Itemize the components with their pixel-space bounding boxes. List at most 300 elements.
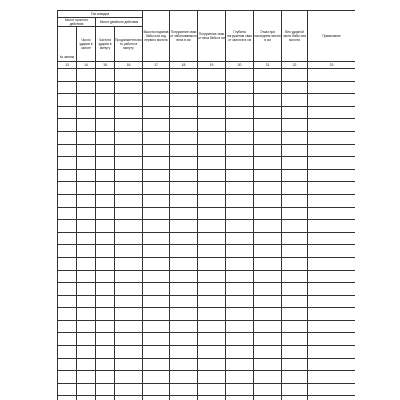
table-cell[interactable] <box>198 283 226 296</box>
table-cell[interactable] <box>226 257 254 270</box>
table-cell[interactable] <box>96 270 115 283</box>
table-cell[interactable] <box>254 182 282 195</box>
table-cell[interactable] <box>308 383 355 396</box>
table-cell[interactable] <box>77 157 96 170</box>
table-cell[interactable] <box>282 207 308 220</box>
table-cell[interactable] <box>77 144 96 157</box>
table-cell[interactable] <box>96 245 115 258</box>
table-cell[interactable] <box>254 232 282 245</box>
table-cell[interactable] <box>254 333 282 346</box>
table-cell[interactable] <box>170 308 198 321</box>
table-cell[interactable] <box>77 194 96 207</box>
table-cell[interactable] <box>308 131 355 144</box>
table-cell[interactable] <box>308 270 355 283</box>
table-cell[interactable] <box>58 270 77 283</box>
table-cell[interactable] <box>96 194 115 207</box>
table-cell[interactable] <box>58 69 77 82</box>
table-cell[interactable] <box>77 346 96 359</box>
table-cell[interactable] <box>198 182 226 195</box>
table-cell[interactable] <box>226 308 254 321</box>
table-cell[interactable] <box>77 320 96 333</box>
table-cell[interactable] <box>143 157 170 170</box>
table-cell[interactable] <box>143 295 170 308</box>
table-cell[interactable] <box>226 283 254 296</box>
table-cell[interactable] <box>282 106 308 119</box>
table-cell[interactable] <box>143 320 170 333</box>
table-cell[interactable] <box>115 194 143 207</box>
table-cell[interactable] <box>254 396 282 400</box>
table-cell[interactable] <box>198 358 226 371</box>
table-cell[interactable] <box>77 295 96 308</box>
table-cell[interactable] <box>170 81 198 94</box>
table-cell[interactable] <box>77 371 96 384</box>
table-cell[interactable] <box>170 194 198 207</box>
table-cell[interactable] <box>58 383 77 396</box>
table-cell[interactable] <box>77 94 96 107</box>
table-cell[interactable] <box>58 94 77 107</box>
table-cell[interactable] <box>282 333 308 346</box>
table-cell[interactable] <box>96 106 115 119</box>
table-cell[interactable] <box>226 232 254 245</box>
table-cell[interactable] <box>198 295 226 308</box>
table-cell[interactable] <box>58 169 77 182</box>
table-cell[interactable] <box>254 245 282 258</box>
table-cell[interactable] <box>143 245 170 258</box>
table-cell[interactable] <box>226 270 254 283</box>
table-cell[interactable] <box>198 383 226 396</box>
table-cell[interactable] <box>282 169 308 182</box>
table-cell[interactable] <box>96 157 115 170</box>
table-cell[interactable] <box>115 295 143 308</box>
table-cell[interactable] <box>254 194 282 207</box>
table-cell[interactable] <box>58 182 77 195</box>
table-cell[interactable] <box>254 94 282 107</box>
table-cell[interactable] <box>282 182 308 195</box>
table-cell[interactable] <box>198 232 226 245</box>
table-cell[interactable] <box>170 257 198 270</box>
table-cell[interactable] <box>170 207 198 220</box>
table-cell[interactable] <box>115 257 143 270</box>
table-cell[interactable] <box>254 257 282 270</box>
table-cell[interactable] <box>143 346 170 359</box>
table-cell[interactable] <box>254 119 282 132</box>
table-cell[interactable] <box>254 157 282 170</box>
table-cell[interactable] <box>115 131 143 144</box>
table-cell[interactable] <box>58 371 77 384</box>
table-cell[interactable] <box>58 358 77 371</box>
table-cell[interactable] <box>170 383 198 396</box>
table-cell[interactable] <box>143 371 170 384</box>
table-cell[interactable] <box>226 245 254 258</box>
table-cell[interactable] <box>58 346 77 359</box>
table-cell[interactable] <box>308 295 355 308</box>
table-cell[interactable] <box>96 295 115 308</box>
table-cell[interactable] <box>170 270 198 283</box>
table-cell[interactable] <box>198 270 226 283</box>
table-cell[interactable] <box>170 119 198 132</box>
table-cell[interactable] <box>254 207 282 220</box>
table-cell[interactable] <box>58 194 77 207</box>
table-cell[interactable] <box>115 182 143 195</box>
table-cell[interactable] <box>143 383 170 396</box>
table-cell[interactable] <box>308 308 355 321</box>
table-cell[interactable] <box>96 131 115 144</box>
table-cell[interactable] <box>143 308 170 321</box>
table-cell[interactable] <box>115 106 143 119</box>
table-cell[interactable] <box>143 257 170 270</box>
table-cell[interactable] <box>143 207 170 220</box>
table-cell[interactable] <box>115 245 143 258</box>
table-cell[interactable] <box>282 194 308 207</box>
table-cell[interactable] <box>254 383 282 396</box>
table-cell[interactable] <box>308 106 355 119</box>
table-cell[interactable] <box>226 320 254 333</box>
table-cell[interactable] <box>308 194 355 207</box>
table-cell[interactable] <box>308 169 355 182</box>
table-cell[interactable] <box>170 69 198 82</box>
table-cell[interactable] <box>170 245 198 258</box>
table-cell[interactable] <box>282 270 308 283</box>
table-cell[interactable] <box>143 396 170 400</box>
table-cell[interactable] <box>198 371 226 384</box>
table-cell[interactable] <box>226 220 254 233</box>
table-cell[interactable] <box>77 333 96 346</box>
table-cell[interactable] <box>143 81 170 94</box>
table-cell[interactable] <box>115 270 143 283</box>
table-cell[interactable] <box>226 333 254 346</box>
table-cell[interactable] <box>58 283 77 296</box>
table-cell[interactable] <box>77 207 96 220</box>
table-cell[interactable] <box>96 207 115 220</box>
table-cell[interactable] <box>96 182 115 195</box>
table-cell[interactable] <box>254 81 282 94</box>
table-cell[interactable] <box>282 283 308 296</box>
table-cell[interactable] <box>226 207 254 220</box>
table-cell[interactable] <box>96 358 115 371</box>
table-row <box>58 194 356 207</box>
table-cell[interactable] <box>226 295 254 308</box>
table-cell[interactable] <box>58 81 77 94</box>
table-cell[interactable] <box>198 119 226 132</box>
table-cell[interactable] <box>115 207 143 220</box>
table-cell[interactable] <box>115 396 143 400</box>
table-cell[interactable] <box>77 169 96 182</box>
table-cell[interactable] <box>96 220 115 233</box>
table-cell[interactable] <box>254 131 282 144</box>
table-cell[interactable] <box>254 358 282 371</box>
table-cell[interactable] <box>170 371 198 384</box>
table-cell[interactable] <box>198 346 226 359</box>
table-cell[interactable] <box>96 320 115 333</box>
table-cell[interactable] <box>115 333 143 346</box>
table-cell[interactable] <box>143 358 170 371</box>
table-cell[interactable] <box>226 383 254 396</box>
table-cell[interactable] <box>308 220 355 233</box>
table-cell[interactable] <box>308 144 355 157</box>
table-cell[interactable] <box>308 257 355 270</box>
table-cell[interactable] <box>254 308 282 321</box>
table-cell[interactable] <box>96 232 115 245</box>
table-cell[interactable] <box>282 94 308 107</box>
table-cell[interactable] <box>282 220 308 233</box>
table-cell[interactable] <box>282 81 308 94</box>
table-cell[interactable] <box>77 119 96 132</box>
table-cell[interactable] <box>254 371 282 384</box>
table-cell[interactable] <box>282 320 308 333</box>
table-cell[interactable] <box>58 320 77 333</box>
table-cell[interactable] <box>58 333 77 346</box>
table-cell[interactable] <box>170 346 198 359</box>
table-cell[interactable] <box>115 308 143 321</box>
table-cell[interactable] <box>115 81 143 94</box>
table-cell[interactable] <box>198 396 226 400</box>
table-cell[interactable] <box>282 232 308 245</box>
table-cell[interactable] <box>254 144 282 157</box>
table-cell[interactable] <box>308 320 355 333</box>
table-cell[interactable] <box>77 182 96 195</box>
table-cell[interactable] <box>254 346 282 359</box>
table-cell[interactable] <box>198 194 226 207</box>
table-cell[interactable] <box>58 295 77 308</box>
table-cell[interactable] <box>58 207 77 220</box>
table-cell[interactable] <box>254 169 282 182</box>
table-cell[interactable] <box>170 333 198 346</box>
table-cell[interactable] <box>198 131 226 144</box>
table-cell[interactable] <box>143 119 170 132</box>
table-cell[interactable] <box>58 220 77 233</box>
table-cell[interactable] <box>143 94 170 107</box>
table-cell[interactable] <box>58 396 77 400</box>
table-cell[interactable] <box>115 94 143 107</box>
table-cell[interactable] <box>226 144 254 157</box>
table-cell[interactable] <box>77 131 96 144</box>
table-cell[interactable] <box>170 94 198 107</box>
table-cell[interactable] <box>226 169 254 182</box>
table-cell[interactable] <box>170 106 198 119</box>
table-cell[interactable] <box>143 106 170 119</box>
table-cell[interactable] <box>308 94 355 107</box>
table-cell[interactable] <box>282 308 308 321</box>
table-cell[interactable] <box>226 94 254 107</box>
table-cell[interactable] <box>115 232 143 245</box>
table-cell[interactable] <box>96 169 115 182</box>
table-cell[interactable] <box>170 396 198 400</box>
table-cell[interactable] <box>77 257 96 270</box>
table-cell[interactable] <box>226 182 254 195</box>
table-cell[interactable] <box>170 283 198 296</box>
table-cell[interactable] <box>143 220 170 233</box>
table-cell[interactable] <box>226 106 254 119</box>
table-cell[interactable] <box>96 81 115 94</box>
table-cell[interactable] <box>170 157 198 170</box>
table-cell[interactable] <box>308 333 355 346</box>
table-cell[interactable] <box>96 383 115 396</box>
table-cell[interactable] <box>254 270 282 283</box>
table-cell[interactable] <box>77 308 96 321</box>
table-cell[interactable] <box>77 270 96 283</box>
table-cell[interactable] <box>308 346 355 359</box>
table-cell[interactable] <box>143 144 170 157</box>
table-cell[interactable] <box>170 320 198 333</box>
table-cell[interactable] <box>254 106 282 119</box>
table-cell[interactable] <box>282 257 308 270</box>
table-cell[interactable] <box>254 320 282 333</box>
table-cell[interactable] <box>226 194 254 207</box>
table-cell[interactable] <box>198 169 226 182</box>
table-cell[interactable] <box>282 383 308 396</box>
table-cell[interactable] <box>115 220 143 233</box>
table-cell[interactable] <box>115 144 143 157</box>
table-cell[interactable] <box>115 371 143 384</box>
table-cell[interactable] <box>58 157 77 170</box>
table-cell[interactable] <box>170 144 198 157</box>
table-cell[interactable] <box>198 81 226 94</box>
table-cell[interactable] <box>282 144 308 157</box>
table-cell[interactable] <box>198 106 226 119</box>
table-cell[interactable] <box>77 383 96 396</box>
table-cell[interactable] <box>198 69 226 82</box>
table-cell[interactable] <box>308 157 355 170</box>
table-cell[interactable] <box>96 119 115 132</box>
table-cell[interactable] <box>170 220 198 233</box>
table-cell[interactable] <box>143 182 170 195</box>
table-cell[interactable] <box>77 69 96 82</box>
table-row <box>58 245 356 258</box>
table-cell[interactable] <box>77 245 96 258</box>
table-cell[interactable] <box>143 69 170 82</box>
table-cell[interactable] <box>58 144 77 157</box>
table-cell[interactable] <box>96 69 115 82</box>
table-cell[interactable] <box>115 157 143 170</box>
table-cell[interactable] <box>226 81 254 94</box>
table-cell[interactable] <box>58 119 77 132</box>
table-cell[interactable] <box>198 308 226 321</box>
table-cell[interactable] <box>198 333 226 346</box>
table-cell[interactable] <box>254 220 282 233</box>
table-cell[interactable] <box>143 333 170 346</box>
table-cell[interactable] <box>77 220 96 233</box>
table-cell[interactable] <box>226 396 254 400</box>
table-cell[interactable] <box>96 346 115 359</box>
table-cell[interactable] <box>282 69 308 82</box>
table-cell[interactable] <box>143 283 170 296</box>
table-cell[interactable] <box>77 358 96 371</box>
table-cell[interactable] <box>282 157 308 170</box>
table-cell[interactable] <box>77 81 96 94</box>
table-cell[interactable] <box>198 144 226 157</box>
table-cell[interactable] <box>308 232 355 245</box>
table-cell[interactable] <box>308 283 355 296</box>
table-cell[interactable] <box>96 308 115 321</box>
table-cell[interactable] <box>198 245 226 258</box>
table-cell[interactable] <box>58 131 77 144</box>
table-cell[interactable] <box>170 169 198 182</box>
table-cell[interactable] <box>226 69 254 82</box>
table-cell[interactable] <box>77 283 96 296</box>
table-cell[interactable] <box>198 207 226 220</box>
table-cell[interactable] <box>58 106 77 119</box>
table-cell[interactable] <box>96 396 115 400</box>
table-cell[interactable] <box>198 320 226 333</box>
table-cell[interactable] <box>282 346 308 359</box>
table-cell[interactable] <box>143 131 170 144</box>
table-cell[interactable] <box>170 232 198 245</box>
table-cell[interactable] <box>77 396 96 400</box>
table-cell[interactable] <box>198 157 226 170</box>
table-cell[interactable] <box>308 119 355 132</box>
table-cell[interactable] <box>308 69 355 82</box>
table-cell[interactable] <box>170 131 198 144</box>
table-cell[interactable] <box>226 358 254 371</box>
col-header-18: Погружение сваи от заботываемого веса в см <box>170 11 198 62</box>
table-cell[interactable] <box>115 320 143 333</box>
table-cell[interactable] <box>254 69 282 82</box>
table-cell[interactable] <box>308 207 355 220</box>
table-cell[interactable] <box>58 308 77 321</box>
table-cell[interactable] <box>282 358 308 371</box>
table-cell[interactable] <box>96 144 115 157</box>
table-cell[interactable] <box>282 396 308 400</box>
table-cell[interactable] <box>143 194 170 207</box>
table-cell[interactable] <box>143 270 170 283</box>
table-cell[interactable] <box>198 94 226 107</box>
table-cell[interactable] <box>282 119 308 132</box>
table-cell[interactable] <box>226 346 254 359</box>
table-cell[interactable] <box>170 358 198 371</box>
table-cell[interactable] <box>282 131 308 144</box>
table-cell[interactable] <box>115 346 143 359</box>
table-cell[interactable] <box>58 257 77 270</box>
table-cell[interactable] <box>58 232 77 245</box>
table-cell[interactable] <box>170 182 198 195</box>
table-cell[interactable] <box>308 182 355 195</box>
table-cell[interactable] <box>308 371 355 384</box>
table-cell[interactable] <box>96 333 115 346</box>
table-cell[interactable] <box>115 69 143 82</box>
table-cell[interactable] <box>226 371 254 384</box>
table-cell[interactable] <box>143 232 170 245</box>
table-cell[interactable] <box>96 257 115 270</box>
table-cell[interactable] <box>254 283 282 296</box>
table-cell[interactable] <box>254 295 282 308</box>
table-cell[interactable] <box>143 169 170 182</box>
table-cell[interactable] <box>198 220 226 233</box>
table-cell[interactable] <box>308 396 355 400</box>
table-cell[interactable] <box>115 169 143 182</box>
table-cell[interactable] <box>96 371 115 384</box>
table-cell[interactable] <box>226 119 254 132</box>
table-cell[interactable] <box>308 245 355 258</box>
table-cell[interactable] <box>308 81 355 94</box>
table-cell[interactable] <box>308 358 355 371</box>
table-cell[interactable] <box>96 283 115 296</box>
table-cell[interactable] <box>282 295 308 308</box>
table-cell[interactable] <box>282 245 308 258</box>
table-cell[interactable] <box>77 232 96 245</box>
table-cell[interactable] <box>58 245 77 258</box>
table-cell[interactable] <box>226 131 254 144</box>
table-cell[interactable] <box>226 157 254 170</box>
table-cell[interactable] <box>170 295 198 308</box>
table-cell[interactable] <box>115 283 143 296</box>
table-cell[interactable] <box>77 106 96 119</box>
table-cell[interactable] <box>282 371 308 384</box>
table-cell[interactable] <box>198 257 226 270</box>
table-cell[interactable] <box>115 383 143 396</box>
table-cell[interactable] <box>115 358 143 371</box>
table-cell[interactable] <box>115 119 143 132</box>
table-cell[interactable] <box>96 94 115 107</box>
